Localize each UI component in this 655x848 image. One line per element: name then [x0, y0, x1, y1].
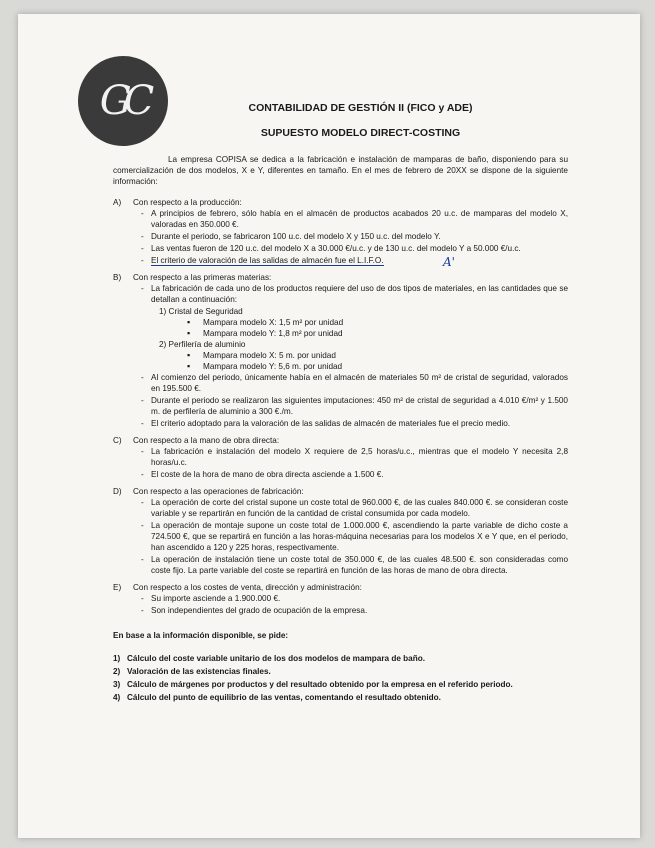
list-item: - Durante el periodo, se fabricaron 100 u.c. del modelo X y 150 u.c. del modelo Y. — [141, 231, 568, 242]
question-item: 3) Cálculo de márgenes por productos y del resultado obtenido por la empresa en el referido periodo. — [113, 680, 513, 689]
material-heading: 1) Cristal de Seguridad — [159, 307, 243, 316]
list-item: - Son independientes del grado de ocupación de la empresa. — [141, 605, 568, 616]
list-item: ▪ Mampara modelo Y: 5,6 m. por unidad — [187, 361, 568, 372]
question-item: 2) Valoración de las existencias finales. — [113, 667, 271, 676]
list-item: - Al comienzo del periodo, únicamente había en el almacén de materiales 50 m² de cristal de seguridad, valorados en 195.500 €. — [141, 372, 568, 394]
question-item: 4) Cálculo del punto de equilibrio de las ventas, comentando el resultado obtenido. — [113, 693, 441, 702]
section-b — [113, 272, 568, 429]
list-item: - A principios de febrero, sólo había en el almacén de productos acabados 20 u.c. de mamparas del modelo X, valoradas en 350.000 €. — [141, 208, 568, 230]
section-e-list — [141, 593, 568, 616]
section-heading: Con respecto a las primeras materias: — [133, 273, 272, 282]
questions-intro: En base a la información disponible, se pide: — [113, 631, 289, 640]
document-title: CONTABILIDAD DE GESTIÓN II (FICO y ADE) — [248, 102, 473, 114]
questions-list — [113, 653, 568, 703]
material-2-list — [187, 350, 568, 372]
list-item: - Durante el periodo se realizaron las siguientes imputaciones: 450 m² de cristal de seguridad a 4.010 €/m² y 1.500 m. de perfilería de aluminio a 300 €./m. — [141, 395, 568, 417]
section-b-list — [141, 372, 568, 429]
section-c — [113, 435, 568, 480]
list-item: - El criterio adoptado para la valoración de las salidas de almacén de materiales fue el precio medio. — [141, 418, 568, 429]
section-heading: Con respecto a la producción: — [133, 198, 242, 207]
list-item: ▪ Mampara modelo Y: 1,8 m² por unidad — [187, 328, 568, 339]
section-letter: B) — [113, 273, 122, 282]
list-item: - Su importe asciende a 1.900.000 €. — [141, 593, 568, 604]
list-item: - La operación de instalación tiene un coste total de 350.000 €, de las cuales 48.500 €. son consideradas como coste fijo. La parte variable del coste se repartirá en función de las horas de mano de obra directa. — [141, 554, 568, 576]
section-d-list — [141, 497, 568, 576]
document-body — [113, 102, 568, 705]
section-heading: Con respecto a los costes de venta, dirección y administración: — [133, 583, 362, 592]
list-item: - El coste de la hora de mano de obra directa asciende a 1.500 €. — [141, 469, 568, 480]
section-letter: C) — [113, 436, 122, 445]
question-item: 1) Cálculo del coste variable unitario de los dos modelos de mampara de baño. — [113, 654, 426, 663]
section-heading: Con respecto a las operaciones de fabricación: — [133, 487, 304, 496]
material-1-list — [187, 317, 568, 339]
list-item: - La operación de montaje supone un coste total de 1.000.000 €, ascendiendo la parte variable de dicho coste a 724.500 €, que se repartirá en función a las horas-máquina necesarias para los modelos X e Y que, en el periodo, han ascendido a 120 y 225 horas, respectivamente. — [141, 520, 568, 553]
section-heading: Con respecto a la mano de obra directa: — [133, 436, 280, 445]
section-letter: D) — [113, 487, 122, 496]
section-letter: E) — [113, 583, 122, 592]
section-c-list — [141, 446, 568, 480]
section-a-list — [141, 208, 568, 269]
logo-monogram: GC — [99, 78, 147, 124]
list-item: - La operación de corte del cristal supone un coste total de 960.000 €, de las cuales 840.000 €. se consideran coste variable y se repartirán en función de la cantidad de cristal consumida por cada modelo. — [141, 497, 568, 519]
section-a — [113, 197, 568, 269]
list-item: - La fabricación de cada uno de los productos requiere del uso de dos tipos de materiales, en las cantidades que se detallan a continuación: — [141, 283, 568, 305]
list-item: ▪ Mampara modelo X: 1,5 m² por unidad — [187, 317, 568, 328]
section-d — [113, 486, 568, 576]
intro-paragraph: La empresa COPISA se dedica a la fabricación e instalación de mamparas de baño, disponiendo para su comercialización de dos modelos, X e Y, diferentes en tamaño. En el mes de febrero de 20XX se dispone de la siguiente información: — [113, 155, 568, 186]
list-item: ▪ Mampara modelo X: 5 m. por unidad — [187, 350, 568, 361]
list-item: - Las ventas fueron de 120 u.c. del modelo X a 30.000 €/u.c. y de 130 u.c. del modelo Y a 50.000 €/u.c. — [141, 243, 568, 254]
underlined-criterion: El criterio de valoración de las salidas de almacén fue el L.I.F.O. — [151, 256, 384, 265]
document-subtitle: SUPUESTO MODELO DIRECT-COSTING — [260, 127, 461, 139]
handwritten-mark: A' — [443, 255, 455, 269]
section-e — [113, 582, 568, 616]
document-page — [18, 14, 640, 838]
list-item — [141, 255, 568, 269]
section-letter: A) — [113, 198, 122, 207]
material-heading: 2) Perfilería de aluminio — [159, 340, 246, 349]
list-item: - La fabricación e instalación del modelo X requiere de 2,5 horas/u.c., mientras que el modelo Y necesita 2,8 horas/u.c. — [141, 446, 568, 468]
